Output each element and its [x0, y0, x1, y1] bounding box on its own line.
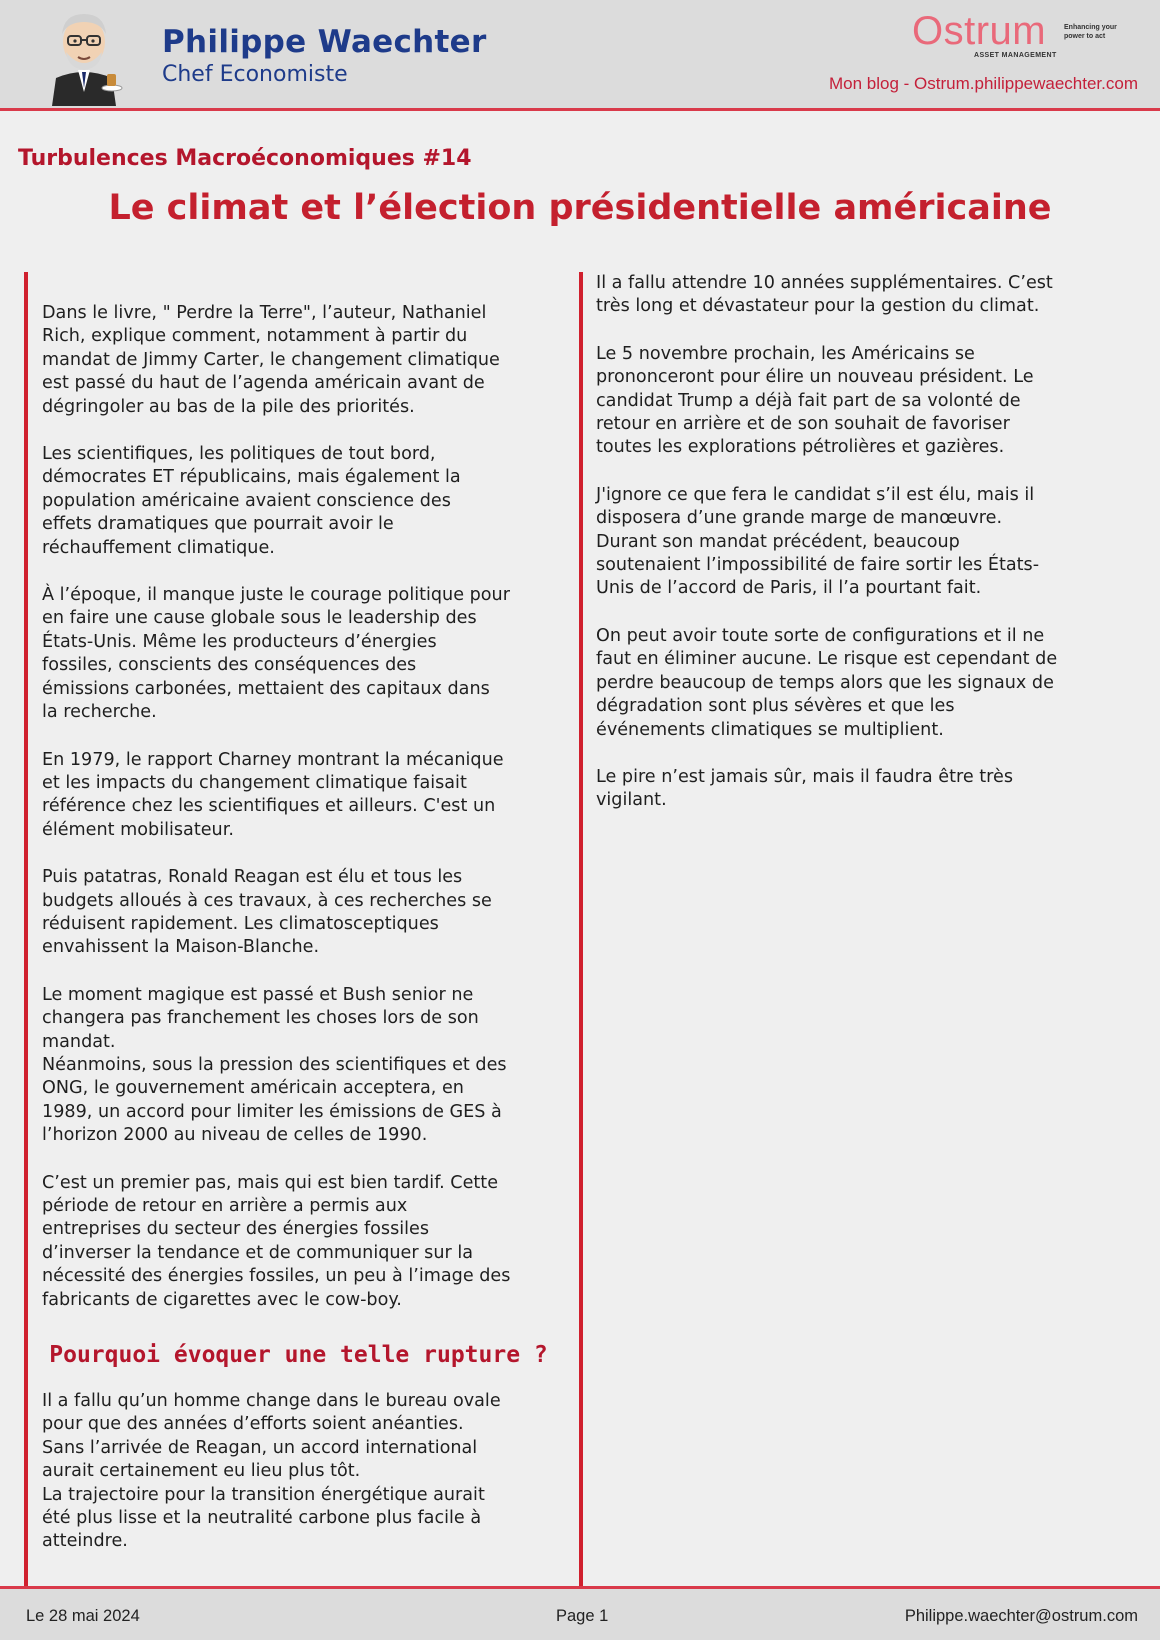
paragraph: Il a fallu qu’un homme change dans le bureau ovale pour que des années d’efforts soient anéanties. Sans l’arrivée de Reagan, un accord international aurait certainement eu lieu plus tôt. La trajectoire pour la transition énergétique aurait été plus lisse et la neutralité carbone plus facile à atteindre. — [42, 1391, 501, 1552]
logo-subtitle: ASSET MANAGEMENT — [974, 52, 1057, 59]
author-caricature-icon — [42, 8, 126, 106]
right-column — [579, 272, 1139, 1588]
paragraph: Le 5 novembre prochain, les Américains se prononceront pour élire un nouveau président. Le candidat Trump a déjà fait part de sa volonté de retour en arrière et de son souhait de favoriser toutes les explorations pétrolières et gazières. — [596, 343, 1034, 458]
paragraph: Le pire n’est jamais sûr, mais il faudra être très vigilant. — [596, 766, 1013, 811]
article-title: Le climat et l’élection présidentielle américaine — [108, 188, 1052, 228]
ostrum-logo — [912, 10, 1132, 58]
paragraph: Le moment magique est passé et Bush senior ne changera pas franchement les choses lors de son mandat. Néanmoins, sous la pression des scientifiques et des ONG, le gouvernement américain acceptera, en 1989, un accord pour limiter les émissions de GES à l’horizon 2000 au niveau de celles de 1990. — [42, 984, 507, 1146]
footer-page-number: Page 1 — [556, 1607, 609, 1625]
footer-date: Le 28 mai 2024 — [26, 1607, 140, 1625]
paragraph: J'ignore ce que fera le candidat s’il est élu, mais il disposera d’une grande marge de manœuvre. Durant son mandat précédent, beaucoup soutenaient l’impossibilité de faire sortir les États- Unis de l’accord de Paris, il l’a pourtant fait. — [596, 484, 1040, 599]
paragraph: Il a fallu attendre 10 années supplémentaires. C’est très long et dévastateur pour la gestion du climat. — [596, 273, 1053, 317]
page-footer — [0, 1586, 1160, 1640]
paragraph: C’est un premier pas, mais qui est bien tardif. Cette période de retour en arrière a permis aux entreprises du secteur des énergies fossiles d’inverser la tendance et de communiquer sur la nécessité des énergies fossiles, un peu à l’image des fabricants de cigarettes avec le cow-boy. — [42, 1172, 511, 1310]
logo-wordmark: Ostrum — [912, 9, 1047, 53]
paragraph: On peut avoir toute sorte de configurations et il ne faut en éliminer aucune. Le risque est cependant de perdre beaucoup de temps alors que les signaux de dégradation sont plus sévères et que les événements climatiques se multiplient. — [596, 625, 1058, 740]
paragraph: À l’époque, il manque juste le courage politique pour en faire une cause globale sous le leadership des États-Unis. Même les producteurs d’énergies fossiles, conscients des conséquences des émissions carbonées, mettaient des capitaux dans la recherche. — [42, 585, 510, 723]
logo-tagline: Enhancing your power to act — [1064, 24, 1117, 40]
series-title: Turbulences Macroéconomiques #14 — [18, 146, 472, 171]
blog-link[interactable]: Mon blog - Ostrum.philippewaechter.com — [829, 74, 1138, 93]
paragraph: Les scientifiques, les politiques de tout bord, démocrates ET républicains, mais également la population américaine avaient conscience des effets dramatiques que pourrait avoir le réchauffement climatique. — [42, 444, 461, 558]
paragraph: Puis patatras, Ronald Reagan est élu et tous les budgets alloués à ces travaux, à ces recherches se réduisent rapidement. Les climatosceptiques envahissent la Maison-Blanche. — [42, 867, 492, 958]
author-name: Philippe Waechter — [162, 24, 487, 60]
left-column — [24, 272, 579, 1588]
footer-email[interactable]: Philippe.waechter@ostrum.com — [904, 1607, 1138, 1625]
page-header — [0, 0, 1160, 111]
paragraph: En 1979, le rapport Charney montrant la mécanique et les impacts du changement climatique faisait référence chez les scientifiques et ailleurs. C'est un élément mobilisateur. — [42, 749, 504, 840]
author-role: Chef Economiste — [162, 62, 348, 87]
section-subheading: Pourquoi évoquer une telle rupture ? — [49, 1342, 548, 1369]
paragraph: Dans le livre, " Perdre la Terre", l’auteur, Nathaniel Rich, explique comment, notamment à partir du mandat de Jimmy Carter, le changement climatique est passé du haut de l’agenda américain avant de dégringoler au bas de la pile des priorités. — [42, 303, 500, 417]
